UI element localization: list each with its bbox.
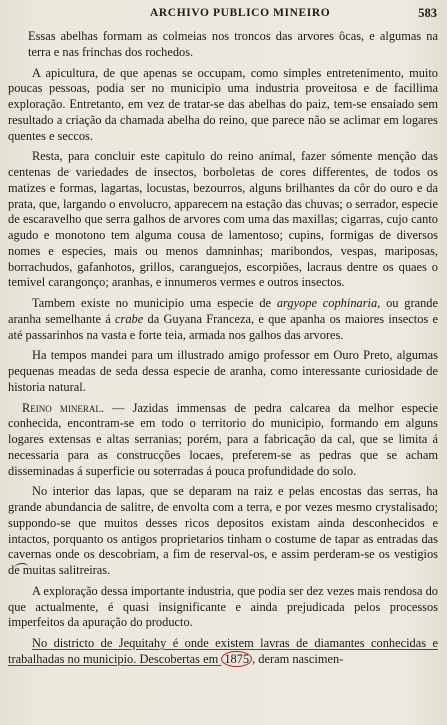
paragraph-text: A apicultura, de que apenas se occupam, como simples entretenimento, muito poucas pessoas, podia ser no municipio uma industria proveitosa e de facillima exploração. Entretanto, em vez de tratar-se das abelhas do paiz, tem-se ensaiado sem resultado a criação da chamada abelha do reino, que parece não se aclimar em logares quentes e seccos.: [8, 65, 438, 143]
paragraph-text: No interior das lapas, que se deparam na raiz e pelas encostas das serras, ha grande abundancia de salitre, de envolta com a terra, e por vezes mesmo crystalisado; suppondo-se que muitos desses ricos depositos existam ainda desconhecidos e intactos, porquanto os antigos proprietarios tinham o costume de tapar as entradas das cavernas onde os descobriam, a fim de reserval-os, e assim perderam-se os vestigios de muitas salitreiras.: [8, 484, 438, 577]
body-text: [8, 29, 438, 668]
paragraph-text: A exploração dessa importante industria, que podia ser dez vezes mais rendosa do que actualmente, é quasi insignificante e ainda prejudicada pelos processos imperfeitos da apuração do producto.: [8, 583, 438, 630]
page-header: [150, 6, 439, 24]
crabe-italic: crabe: [115, 311, 144, 326]
running-title: ARCHIVO PUBLICO MINEIRO: [150, 7, 331, 19]
paragraph-text: Tambem existe no municipio uma especie de: [32, 296, 277, 310]
section-heading-reino-mineral: Reino mineral.: [22, 400, 104, 415]
paragraph-seda: [8, 348, 438, 395]
paragraph-text: da Guyana Franceza, e que apanha os maiores insectos e até passarinhos na vasta e forte teia, armada nos galhos das arvores.: [8, 311, 438, 342]
paragraph-insectos: [8, 149, 438, 291]
red-circled-year: 1875: [221, 651, 252, 667]
paragraph-apicultura: [8, 66, 438, 145]
paragraph-jequitahy: [8, 636, 438, 668]
paragraph-text: , ou grande aranha semelhante á: [8, 296, 438, 326]
paragraph-text: — Jazidas immensas de pedra calcarea da melhor especie conhecida, encontram-se em todo o territorio do municipio, formando em alguns logares extensas e altas serranias; porém, para a fabricação da cal, que se limita á necessaria para as construcções locaes, preferem-se as pedras que se acham disseminadas á superficie ou soterradas á pouca profundidade do solo.: [8, 400, 438, 478]
species-name-italic: argyope cophinaria: [276, 296, 378, 310]
paragraph-exploracao: [8, 584, 438, 631]
paragraph-abelhas: [8, 29, 438, 61]
paragraph-reino-mineral: [8, 401, 438, 480]
paragraph-aranha: [8, 296, 438, 343]
page-number: 583: [418, 6, 437, 20]
red-underlined-text: No districto de Jequitahy é onde existem lavras de diamantes conhecidas e trabalhadas no municipio. Descobertas em: [8, 636, 438, 666]
pen-mark-icon: [14, 563, 28, 572]
paragraph-salitre: [8, 484, 438, 579]
paragraph-text: Resta, para concluir este capitulo do reino animal, fazer sómente menção das centenas de variedades de insectos, borboletas de cores differentes, de todos os matizes e formas, lagartas, locustas, bezourros, alguns brilhantes da côr do ouro e da prata, que, largando o envolucro, apparecem na estação das chuvas; o serrador, especie de escaravelho que serra galhos de arvores com uma das maxillas; cigarras, cujo canto agudo e monotono tem alguma cousa de lamentoso; cupins, formigas de diversos nomes e especies, mais ou menos damninhas; maribondos, vespas, mariposas, borrachudos, gafanhotos, grillos, caranguejos, escorpiões, lacraus dentre os quaes o temivel carangonço; aranhas, e innumeros vermes e outros insectos.: [8, 149, 438, 290]
paragraph-text: Essas abelhas formam as colmeias nos troncos das arvores ôcas, e algumas na terra e nas frinchas dos rochedos.: [28, 29, 438, 59]
paragraph-text: Ha tempos mandei para um illustrado amigo professor em Ouro Preto, algumas pequenas meadas de seda dessa especie de aranha, como interessante curiosidade de historia natural.: [8, 348, 438, 394]
paragraph-text: , deram nascimen-: [252, 651, 344, 666]
